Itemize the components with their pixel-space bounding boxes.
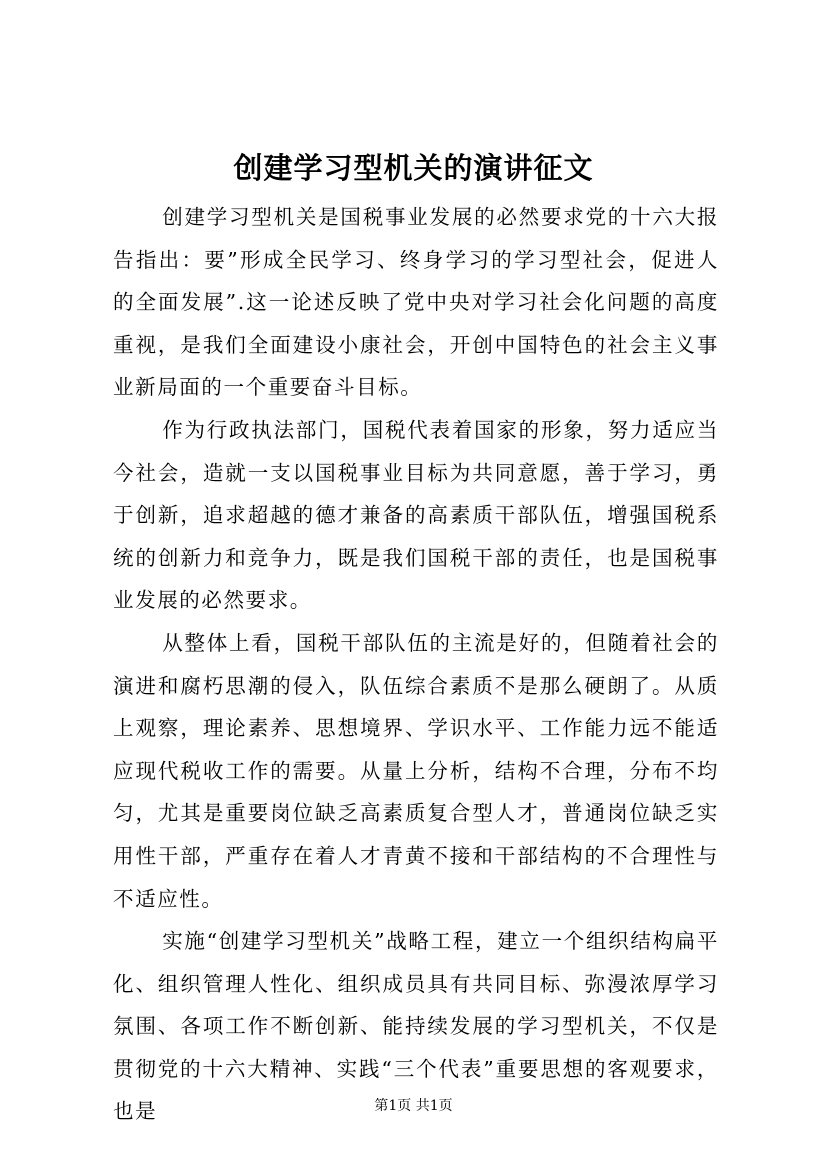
paragraph: 从整体上看，国税干部队伍的主流是好的，但随着社会的演进和腐朽思潮的侵入，队伍综合素质不是那么硬朗了。从质上观察，理论素养、思想境界、学识水平、工作能力远不能适应现代税收工作的需要。从量上分析，结构不合理，分布不均匀，尤其是重要岗位缺乏高素质复合型人才，普通岗位缺乏实用性干部，严重存在着人才青黄不接和干部结构的不合理性与不适应性。 (113, 630, 719, 911)
page-footer: 第1页 共1页 (374, 1098, 453, 1114)
paragraph: 作为行政执法部门，国税代表着国家的形象，努力适应当今社会，造就一支以国税事业目标为共同意愿，善于学习，勇于创新，追求超越的德才兼备的高素质干部队伍，增强国税系统的创新力和竞争力，既是我们国税干部的责任，也是国税事业发展的必然要求。 (113, 417, 719, 613)
document-title: 创建学习型机关的演讲征文 (233, 151, 594, 185)
paragraph: 实施“创建学习型机关”战略工程，建立一个组织结构扁平化、组织管理人性化、组织成员具有共同目标、弥漫浓厚学习氛围、各项工作不断创新、能持续发展的学习型机关，不仅是贯彻党的十六大精神、实践“三个代表”重要思想的客观要求，也是 (113, 929, 719, 1124)
document-body (113, 196, 719, 1133)
paragraph: 创建学习型机关是国税事业发展的必然要求党的十六大报告指出：要”形成全民学习、终身学习的学习型社会，促进人的全面发展”.这一论述反映了党中央对学习社会化问题的高度重视，是我们全面建设小康社会，开创中国特色的社会主义事业新局面的一个重要奋斗目标。 (113, 205, 719, 400)
